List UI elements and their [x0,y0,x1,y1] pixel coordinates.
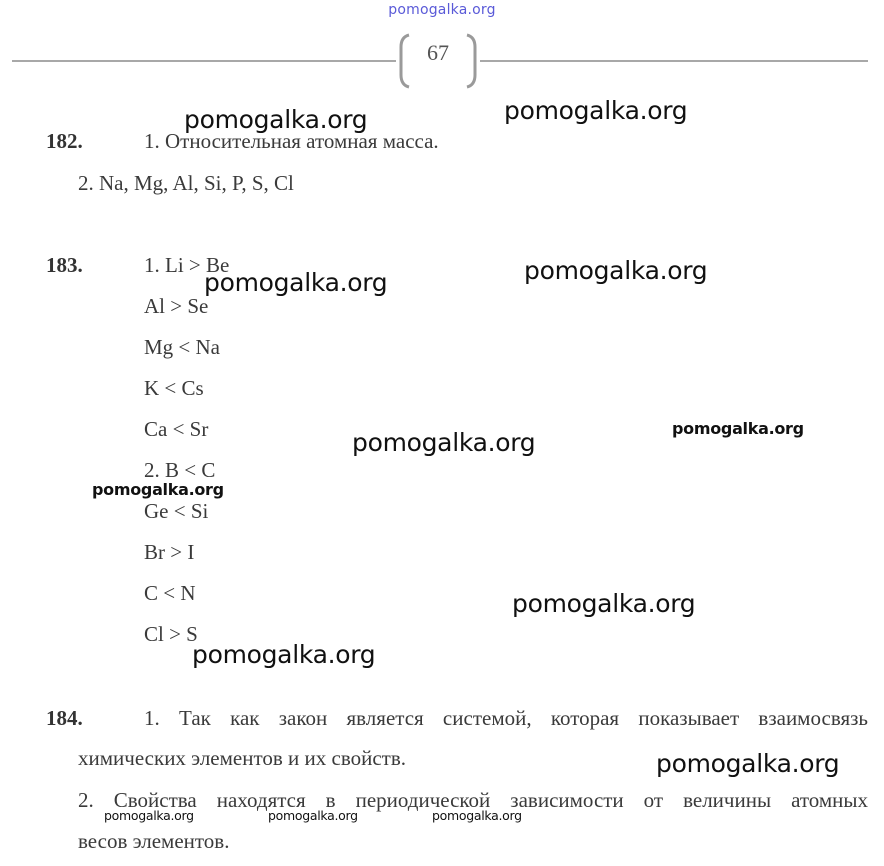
question-182-number: 182. [46,129,83,153]
watermark: pomogalka.org [672,419,804,438]
header-rule-left [12,60,396,62]
answer-183-line: Ca < Sr [144,417,209,441]
answer-184-line-1: 1. Так как закон является системой, которая показывает взаимосвязь [144,706,868,730]
watermark: pomogalka.org [268,808,358,823]
answer-183-line: Br > I [144,540,195,564]
answer-183-line: 1. Li > Be [144,253,230,277]
answer-183-line: Al > Se [144,294,209,318]
site-watermark-top: pomogalka.org [388,2,496,18]
question-184-number: 184. [46,706,83,730]
watermark: pomogalka.org [432,808,522,823]
answer-182-line-2: 2. Na, Mg, Al, Si, P, S, Cl [78,171,294,195]
page-number: 67 [427,40,449,65]
watermark: pomogalka.org [192,640,376,669]
watermark: pomogalka.org [524,256,708,285]
watermark: pomogalka.org [104,808,194,823]
answer-184-line-3: 2. Свойства находятся в периодической зависимости от величины атомных [78,788,868,812]
watermark: pomogalka.org [656,749,840,778]
answer-183-line: Ge < Si [144,499,209,523]
answer-184-line-2: химических элементов и их свойств. [78,746,407,770]
answer-183-line: C < N [144,581,196,605]
watermark: pomogalka.org [92,480,224,499]
answer-182-line-1: 1. Относительная атомная масса. [144,129,439,153]
answer-183-line: Cl > S [144,622,198,646]
answer-184-line-4: весов элементов. [78,829,230,853]
watermark: pomogalka.org [504,96,688,125]
answer-183-line: 2. B < C [144,458,216,482]
watermark: pomogalka.org [512,589,696,618]
header-rule-right [480,60,868,62]
watermark: pomogalka.org [204,268,388,297]
watermark: pomogalka.org [184,105,368,134]
question-183-number: 183. [46,253,83,277]
answer-183-line: Mg < Na [144,335,221,359]
answer-183-line: K < Cs [144,376,204,400]
watermark: pomogalka.org [352,428,536,457]
